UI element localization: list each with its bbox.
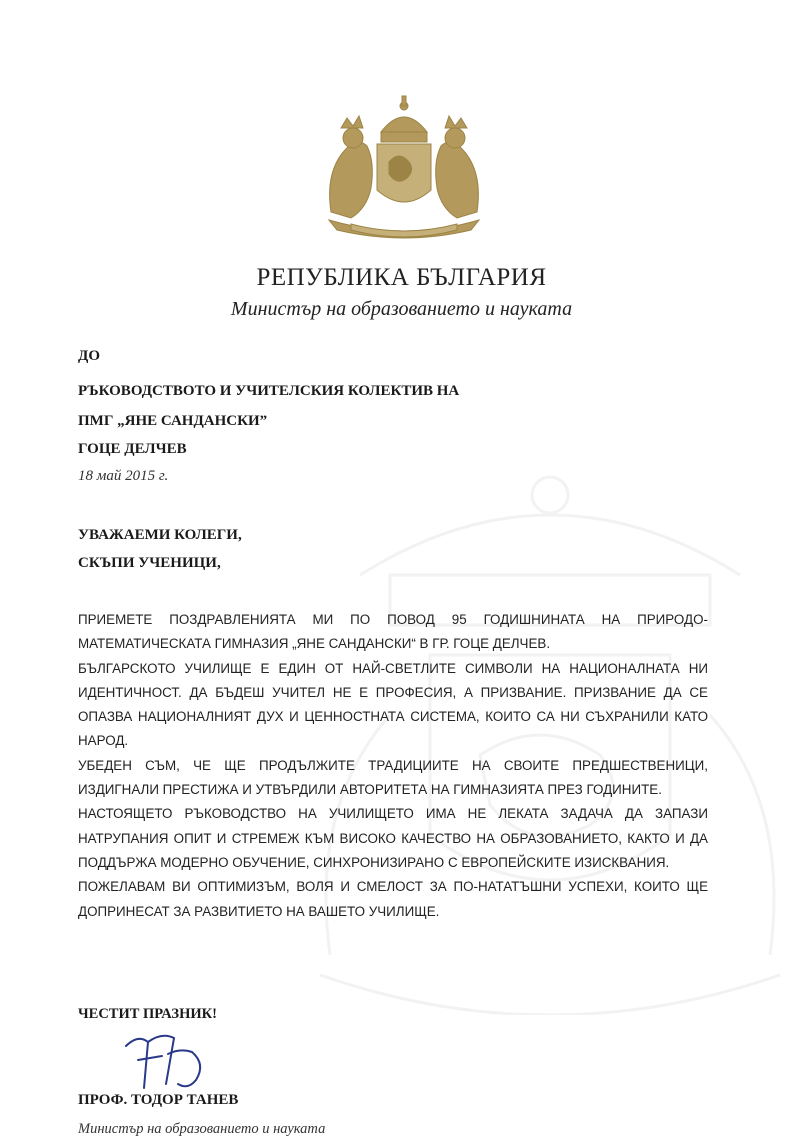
greeting-colleagues: УВАЖАЕМИ КОЛЕГИ, <box>78 527 242 543</box>
address-line-city: ГОЦЕ ДЕЛЧЕВ <box>78 441 187 457</box>
body-paragraph: НАСТОЯЩЕТО РЪКОВОДСТВО НА УЧИЛИЩЕТО ИМА НЕ ЛЕКАТА ЗАДАЧА ДА ЗАПАЗИ НАТРУПАНИЯ ОПИТ И СТРЕМЕЖ КЪМ ВИСОКО КАЧЕСТВО НА ОБРАЗОВАНИЕТО, КАКТО И ДА ПОДДЪРЖА МОДЕРНО ОБУЧЕНИЕ, СИНХРОНИЗИРАНО С ЕВРОПЕЙСКИТЕ ИЗИСКВАНИЯ. <box>78 806 708 870</box>
signature-icon <box>118 1024 228 1094</box>
coat-of-arms-icon <box>311 92 497 240</box>
letter-date: 18 май 2015 г. <box>78 468 169 484</box>
body-paragraph: ПРИЕМЕТЕ ПОЗДРАВЛЕНИЯТА МИ ПО ПОВОД 95 ГОДИШНИНАТА НА ПРИРОДО-МАТЕМАТИЧЕСКАТА ГИМНАЗИЯ „ЯНЕ САНДАНСКИ“ В ГР. ГОЦЕ ДЕЛЧЕВ. <box>78 612 708 652</box>
ministry-heading: Министър на образованието и науката <box>230 298 573 320</box>
country-heading: РЕПУБЛИКА БЪЛГАРИЯ <box>256 264 547 291</box>
signer-name: ПРОФ. ТОДОР ТАНЕВ <box>78 1092 239 1108</box>
body-paragraph: УБЕДЕН СЪМ, ЧЕ ЩЕ ПРОДЪЛЖИТЕ ТРАДИЦИИТЕ НА СВОИТЕ ПРЕДШЕСТВЕНИЦИ, ИЗДИГНАЛИ ПРЕСТИЖА И УТВЪРДИЛИ АВТОРИТЕТА НА ГИМНАЗИЯТА ПРЕЗ ГОДИНИТЕ. <box>78 757 708 798</box>
body-paragraph: БЪЛГАРСКОТО УЧИЛИЩЕ Е ЕДИН ОТ НАЙ-СВЕТЛИТЕ СИМВОЛИ НА НАЦИОНАЛНАТА НИ ИДЕНТИЧНОСТ. ДА БЪДЕШ УЧИТЕЛ НЕ Е ПРОФЕСИЯ, А ПРИЗВАНИЕ. ПРИЗВАНИЕ ДА СЕ ОПАЗВА НАЦИОНАЛНИЯТ ДУХ И ЦЕННОСТНАТА СИСТЕМА, КОИТО СА НИ СЪХРАНИЛИ КАТО НАРОД. <box>78 660 708 749</box>
address-line-recipient: РЪКОВОДСТВОТО И УЧИТЕЛСКИЯ КОЛЕКТИВ НА <box>78 383 460 399</box>
letter-body <box>78 608 708 924</box>
signer-title: Министър на образованието и науката <box>78 1121 326 1137</box>
address-line-school: ПМГ „ЯНЕ САНДАНСКИ” <box>78 413 268 429</box>
greeting-students: СКЪПИ УЧЕНИЦИ, <box>78 555 221 571</box>
closing-wish: ЧЕСТИТ ПРАЗНИК! <box>78 1006 217 1022</box>
body-paragraph: ПОЖЕЛАВАМ ВИ ОПТИМИЗЪМ, ВОЛЯ И СМЕЛОСТ ЗА ПО-НАТАТЪШНИ УСПЕХИ, КОИТО ЩЕ ДОПРИНЕСАТ ЗА РАЗВИТИЕТО НА ВАШЕТО УЧИЛИЩЕ. <box>78 879 708 919</box>
address-line-to: ДО <box>78 348 100 364</box>
